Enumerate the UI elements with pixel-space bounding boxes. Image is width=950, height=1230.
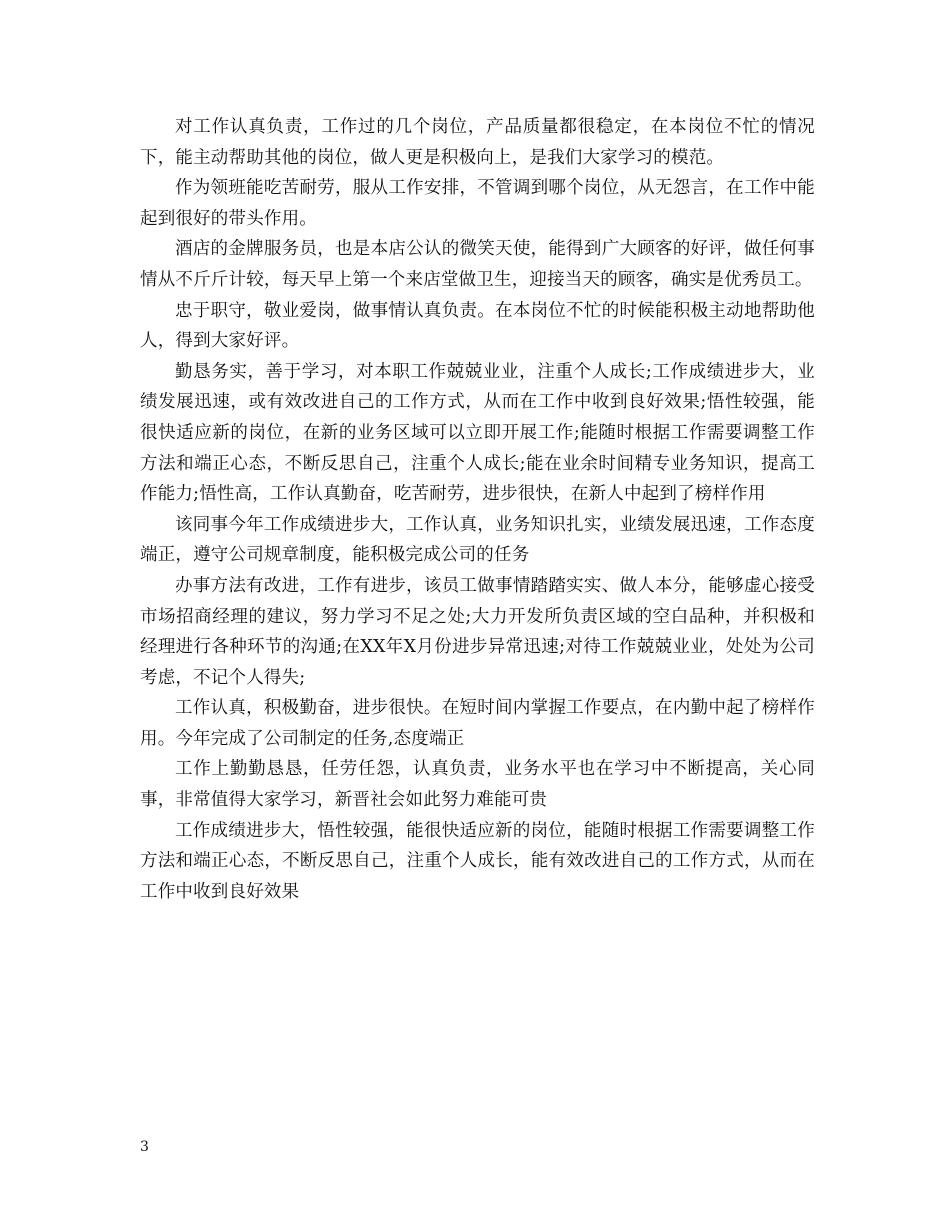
paragraph-8: 工作认真，积极勤奋，进步很快。在短时间内掌握工作要点，在内勤中起了榜样作用。今年完成了公司制定的任务,态度端正 [140, 698, 815, 749]
paragraph-1: 对工作认真负责，工作过的几个岗位，产品质量都很稳定，在本岗位不忙的情况下，能主动帮助其他的岗位，做人更是积极向上，是我们大家学习的模范。 [140, 117, 815, 168]
paragraph-3: 酒店的金牌服务员，也是本店公认的微笑天使，能得到广大顾客的好评，做任何事情从不斤斤计较，每天早上第一个来店堂做卫生，迎接当天的顾客，确实是优秀员工。 [140, 239, 815, 290]
page-number: 3 [140, 1139, 149, 1155]
document-body [140, 112, 815, 907]
paragraph-2: 作为领班能吃苦耐劳，服从工作安排，不管调到哪个岗位，从无怨言，在工作中能起到很好的带头作用。 [140, 178, 815, 229]
paragraph-6: 该同事今年工作成绩进步大，工作认真，业务知识扎实，业绩发展迅速，工作态度端正，遵守公司规章制度，能积极完成公司的任务 [140, 514, 815, 566]
paragraph-4: 忠于职守，敬业爱岗，做事情认真负责。在本岗位不忙的时候能积极主动地帮助他人，得到大家好评。 [140, 300, 815, 352]
paragraph-10: 工作成绩进步大，悟性较强，能很快适应新的岗位，能随时根据工作需要调整工作方法和端正心态，不断反思自己，注重个人成长，能有效改进自己的工作方式，从而在工作中收到良好效果 [140, 820, 815, 902]
paragraph-9: 工作上勤勤恳恳，任劳任怨，认真负责，业务水平也在学习中不断提高，关心同事，非常值得大家学习，新晋社会如此努力难能可贵 [140, 759, 815, 811]
paragraph-5: 勤恳务实，善于学习，对本职工作兢兢业业，注重个人成长;工作成绩进步大，业绩发展迅速，或有效改进自己的工作方式，从而在工作中收到良好效果;悟性较强，能很快适应新的岗位，在新的业务区域可以立即开展工作;能随时根据工作需要调整工作方法和端正心态，不断反思自己，注重个人成长;能在业余时间精专业务知识，提高工作能力;悟性高，工作认真勤奋，吃苦耐劳，进步很快，在新人中起到了榜样作用 [140, 361, 815, 505]
paragraph-7: 办事方法有改进，工作有进步，该员工做事情踏踏实实、做人本分，能够虚心接受市场招商经理的建议，努力学习不足之处;大力开发所负责区域的空白品种，并积极和经理进行各种环节的沟通;在XX年X月份进步异常迅速;对待工作兢兢业业，处处为公司考虑，不记个人得失; [140, 575, 815, 688]
